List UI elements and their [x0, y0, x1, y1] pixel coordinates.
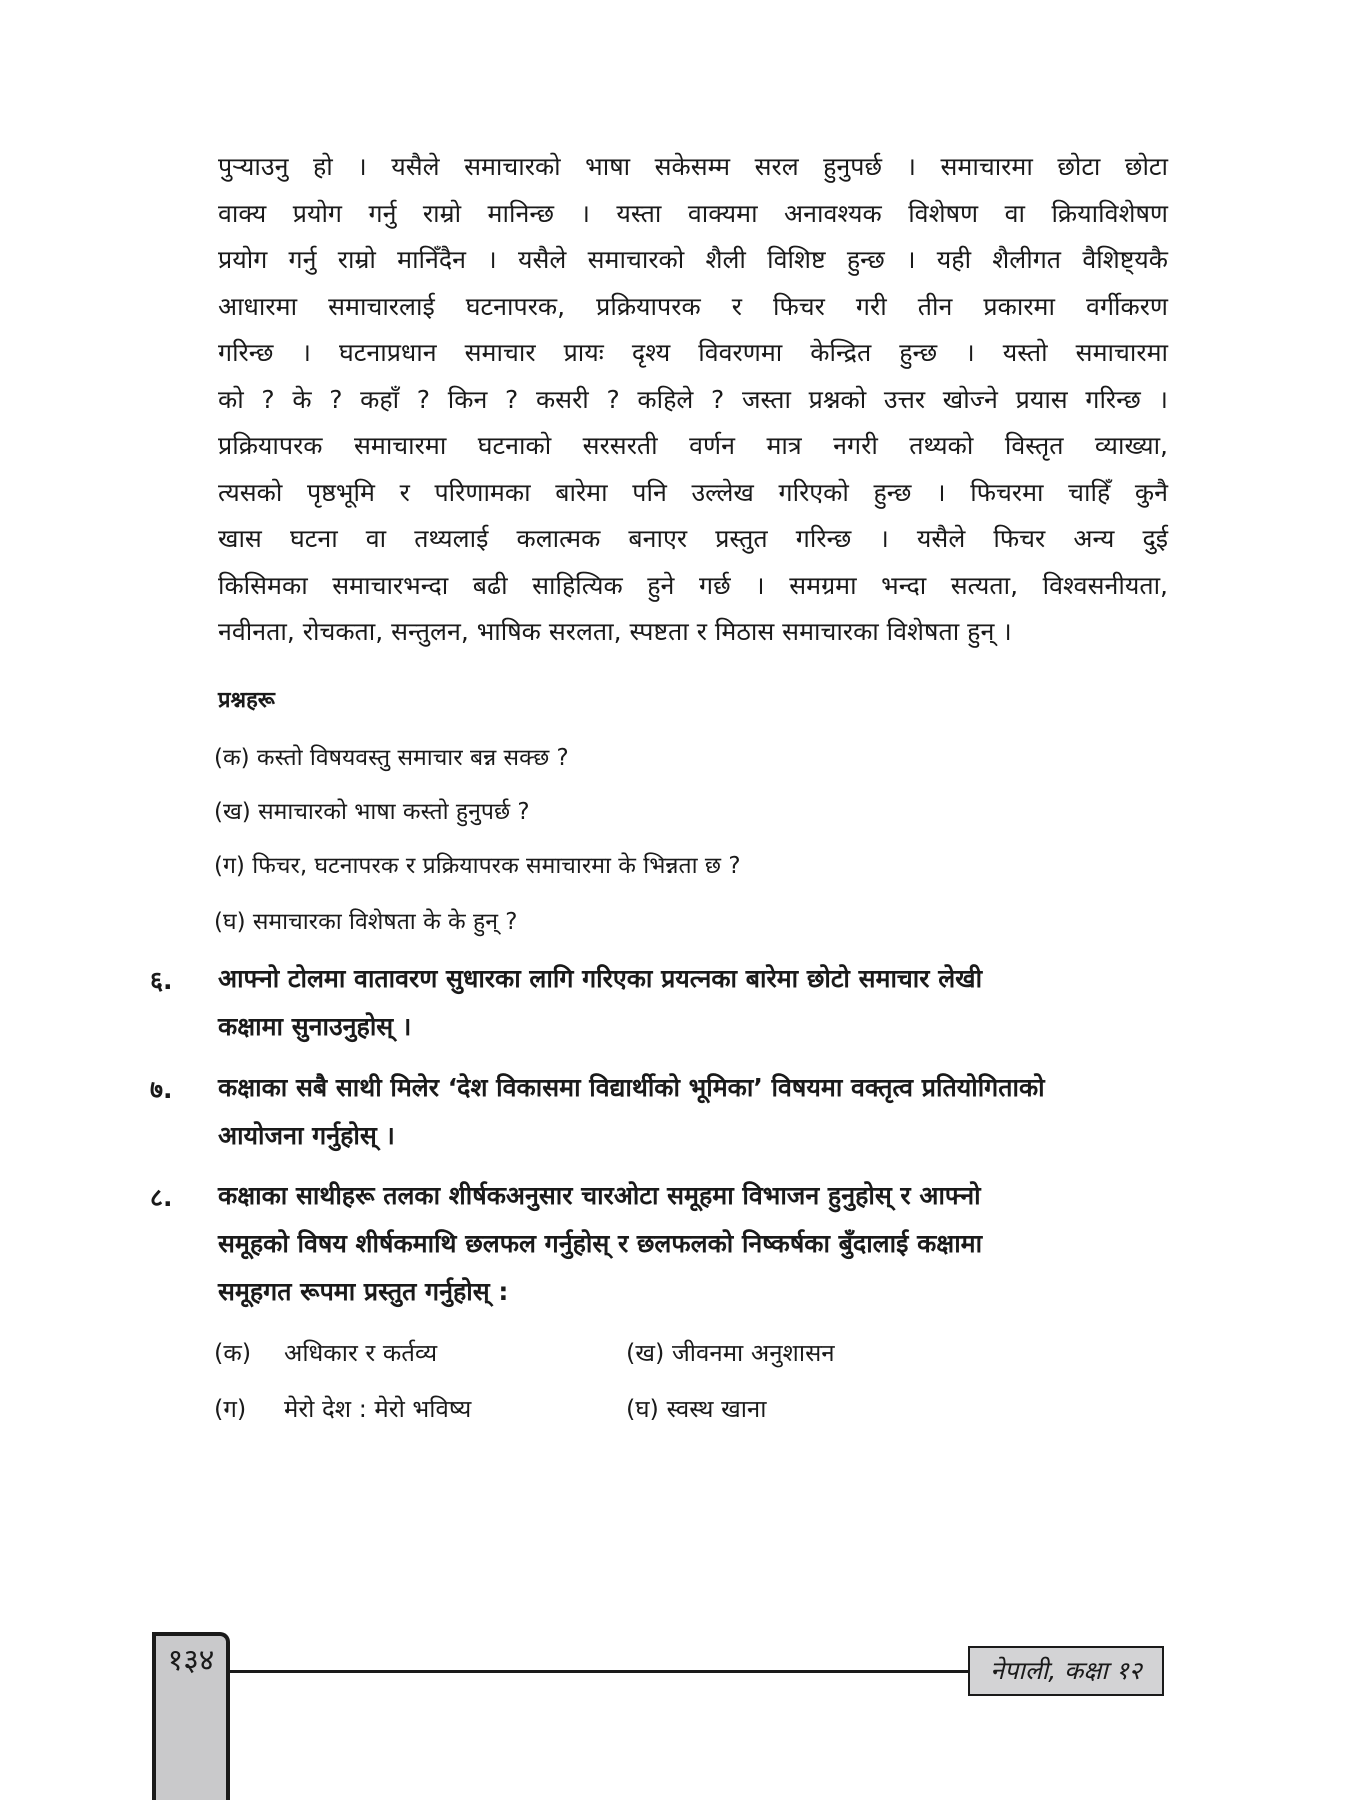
exercise-line: कक्षाका साथीहरू तलका शीर्षकअनुसार चारओटा समूहमा विभाजन हुनुहोस् र आफ्नो [218, 1181, 981, 1210]
questions-heading: प्रश्नहरू [218, 688, 275, 713]
topic-label: (क) [214, 1339, 252, 1367]
exercise-number: ८. [150, 1183, 173, 1212]
question-item: (ख) समाचारको भाषा कस्तो हुनुपर्छ ? [214, 799, 530, 825]
exercise-number: ७. [150, 1075, 173, 1104]
book-title-box: नेपाली, कक्षा १२ [968, 1646, 1164, 1696]
topic-text: जीवनमा अनुशासन [672, 1339, 835, 1367]
exercise-line: समूहको विषय शीर्षकमाथि छलफल गर्नुहोस् र छलफलको निष्कर्षका बुँदालाई कक्षामा [218, 1229, 983, 1258]
paragraph-line: गरिन्छ । घटनाप्रधान समाचार प्रायः दृश्य विवरणमा केन्द्रित हुन्छ । यस्तो समाचारमा [218, 338, 1168, 367]
topic-item [214, 1336, 437, 1369]
exercise-text [218, 1064, 1168, 1160]
topic-text: अधिकार र कर्तव्य [284, 1339, 438, 1367]
topic-item [214, 1392, 471, 1425]
footer-rule [230, 1670, 972, 1673]
exercise-line: कक्षाका सबै साथी मिलेर ‘देश विकासमा विद्यार्थीको भूमिका’ विषयमा वक्तृत्व प्रतियोगिताको [218, 1073, 1045, 1102]
page-number: १३४ [167, 1643, 215, 1678]
body-paragraph [218, 144, 1168, 656]
topic-text: मेरो देश : मेरो भविष्य [284, 1395, 472, 1423]
paragraph-line: पुऱ्याउनु हो । यसैले समाचारको भाषा सकेसम्म सरल हुनुपर्छ । समाचारमा छोटा छोटा [218, 152, 1168, 181]
topic-item [626, 1392, 766, 1425]
topic-label: (ग) [214, 1395, 247, 1423]
paragraph-line: प्रयोग गर्नु राम्रो मानिँदैन । यसैले समाचारको शैली विशिष्ट हुन्छ । यही शैलीगत वैशिष्ट्यकै [218, 245, 1168, 274]
topic-label: (घ) [626, 1395, 659, 1423]
exercise-line: आयोजना गर्नुहोस् । [218, 1121, 395, 1150]
paragraph-line: नवीनता, रोचकता, सन्तुलन, भाषिक सरलता, स्पष्टता र मिठास समाचारका विशेषता हुन् । [218, 617, 1012, 646]
question-item: (ग) फिचर, घटनापरक र प्रक्रियापरक समाचारमा के भिन्नता छ ? [214, 853, 741, 879]
paragraph-line: त्यसको पृष्ठभूमि र परिणामका बारेमा पनि उल्लेख गरिएको हुन्छ । फिचरमा चाहिँ कुनै [218, 477, 1168, 507]
paragraph-line: आधारमा समाचारलाई घटनापरक, प्रक्रियापरक र फिचर गरी तीन प्रकारमा वर्गीकरण [218, 291, 1168, 321]
exercise-line: कक्षामा सुनाउनुहोस् । [218, 1012, 412, 1041]
topic-item [626, 1336, 835, 1369]
question-item: (क) कस्तो विषयवस्तु समाचार बन्न सक्छ ? [214, 745, 569, 771]
exercise-text [218, 1172, 1168, 1316]
exercise-line: समूहगत रूपमा प्रस्तुत गर्नुहोस् : [218, 1277, 509, 1306]
exercise-number: ६. [150, 966, 173, 995]
topic-text: स्वस्थ खाना [666, 1395, 767, 1423]
exercise-text [218, 955, 1168, 1051]
paragraph-line: को ? के ? कहाँ ? किन ? कसरी ? कहिले ? जस्ता प्रश्नको उत्तर खोज्ने प्रयास गरिन्छ । [218, 384, 1168, 414]
paragraph-line: प्रक्रियापरक समाचारमा घटनाको सरसरती वर्णन मात्र नगरी तथ्यको विस्तृत व्याख्या, [218, 431, 1168, 460]
paragraph-line: वाक्य प्रयोग गर्नु राम्रो मानिन्छ । यस्ता वाक्यमा अनावश्यक विशेषण वा क्रियाविशेषण [218, 198, 1168, 228]
paragraph-line: किसिमका समाचारभन्दा बढी साहित्यिक हुने गर्छ । समग्रमा भन्दा सत्यता, विश्वसनीयता, [218, 570, 1168, 600]
topic-label: (ख) [626, 1339, 665, 1367]
paragraph-line: खास घटना वा तथ्यलाई कलात्मक बनाएर प्रस्तुत गरिन्छ । यसैले फिचर अन्य दुई [218, 524, 1168, 553]
exercise-line: आफ्नो टोलमा वातावरण सुधारका लागि गरिएका प्रयत्नका बारेमा छोटो समाचार लेखी [218, 964, 983, 993]
question-item: (घ) समाचारका विशेषता के के हुन् ? [214, 909, 518, 935]
